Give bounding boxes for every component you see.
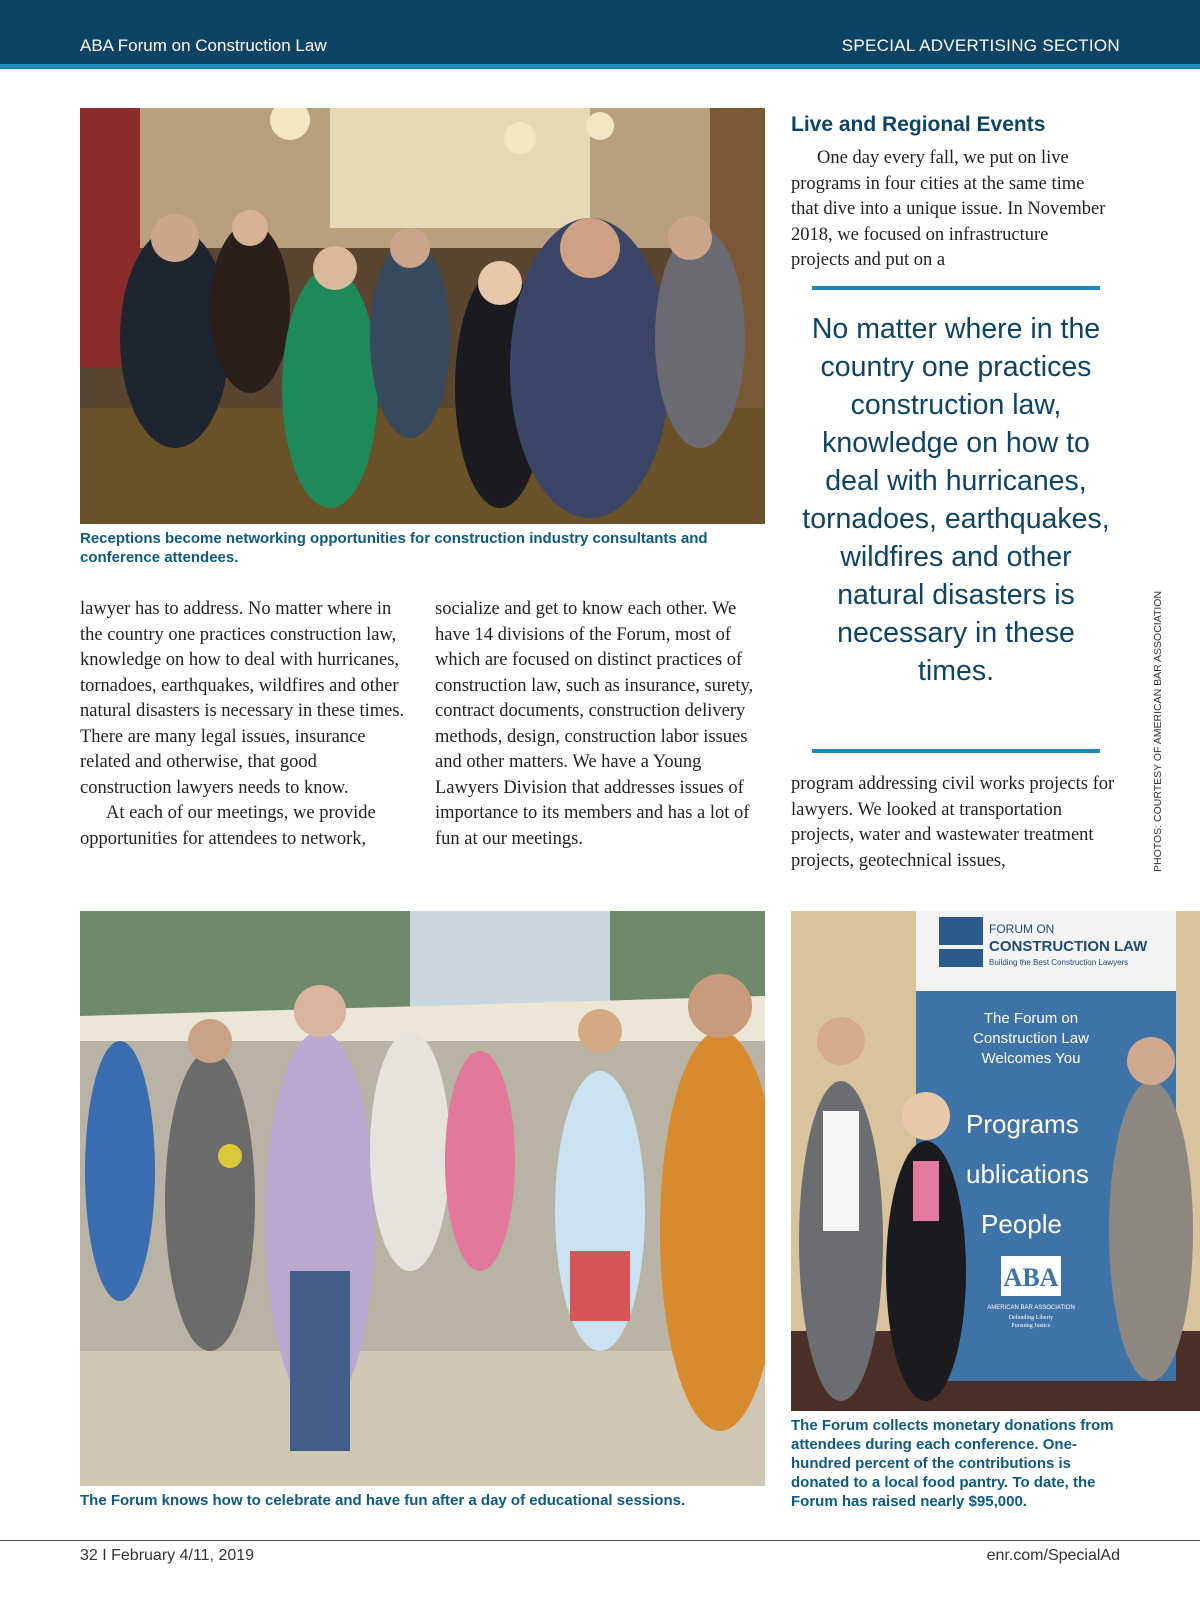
article-column-2 (435, 597, 765, 852)
banner-aba-name: AMERICAN BAR ASSOCIATION (987, 1305, 1075, 1311)
reception-photo-caption: Receptions become networking opportunities for construction industry consultants and conference attendees. (80, 530, 708, 566)
forum-banner-photo (791, 911, 1200, 1411)
banner-item-programs: Programs (966, 1109, 1079, 1139)
banner-tagline: Building the Best Construction Lawyers (989, 958, 1129, 967)
banner-aba-motto1: Defending Liberty (1008, 1315, 1054, 1321)
section-heading: Live and Regional Events (791, 113, 1046, 136)
banner-aba-motto2: Pursuing Justice (1011, 1323, 1051, 1329)
pull-quote-bottom-rule (812, 749, 1100, 753)
outdoor-celebration-photo (80, 911, 765, 1486)
website-link[interactable]: enr.com/SpecialAd (986, 1547, 1120, 1564)
article-paragraph: At each of our meetings, we provide opportunities for attendees to network, (80, 803, 376, 849)
banner-item-people: People (981, 1209, 1062, 1239)
article-column-3-bottom: program addressing civil works projects for lawyers. We looked at transportation projects, water and wastewater treatment projects, geotechnical issues, (791, 774, 1115, 871)
article-paragraph: lawyer has to address. No matter where in the country one practices construction law, knowledge on how to deal with hurricanes, tornadoes, earthquakes, wildfires and other natural disasters is necessary in these times. There are many legal issues, insurance related and otherwise, that good construction lawyers needs to know. (80, 599, 405, 798)
forum-banner-caption: The Forum collects monetary donations from attendees during each conference. One-hundred percent of the contributions is donated to a local food pantry. To date, the Forum has raised nearly $95,000. (791, 1417, 1114, 1510)
page-number-date: 32 I February 4/11, 2019 (80, 1547, 255, 1564)
reception-photo (80, 108, 765, 524)
pull-quote-top-rule (812, 286, 1100, 290)
article-paragraph: socialize and get to know each other. We have 14 divisions of the Forum, most of which are focused on distinct practices of construction law, such as insurance, surety, contract documents, construction delivery methods, design, construction labor issues and other matters. We have a Young Lawyers Division that addresses issues of importance to its members and has a lot of fun at our meetings. (435, 599, 754, 849)
banner-org-line2: CONSTRUCTION LAW (989, 938, 1148, 955)
outdoor-celebration-caption: The Forum knows how to celebrate and have fun after a day of educational sessions. (80, 1492, 686, 1509)
pull-quote: No matter where in the country one practices construction law, knowledge on how to deal with hurricanes, tornadoes, earthquakes, wildfires and other natural disasters is necessary in these times. (802, 313, 1110, 687)
publication-section-title: ABA Forum on Construction Law (80, 36, 327, 55)
banner-welcome-line3: Welcomes You (981, 1050, 1081, 1067)
footer-rule (0, 1540, 1200, 1541)
special-advertising-label: SPECIAL ADVERTISING SECTION (841, 36, 1120, 55)
banner-org-line1: FORUM ON (989, 922, 1055, 936)
banner-welcome-line1: The Forum on (983, 1010, 1079, 1027)
article-column-1 (80, 597, 410, 852)
photo-credit: PHOTOS: COURTESY OF AMERICAN BAR ASSOCIATION (1152, 590, 1164, 872)
banner-item-publications: ublications (966, 1159, 1089, 1189)
banner-welcome-line2: Construction Law (973, 1030, 1089, 1047)
aba-logo-mark: ABA (1003, 1263, 1059, 1292)
header-stripe (0, 64, 1200, 69)
article-column-3-top: One day every fall, we put on live programs in four cities at the same time that dive into a unique issue. In November 2018, we focused on infrastructure projects and put on a (791, 148, 1106, 270)
